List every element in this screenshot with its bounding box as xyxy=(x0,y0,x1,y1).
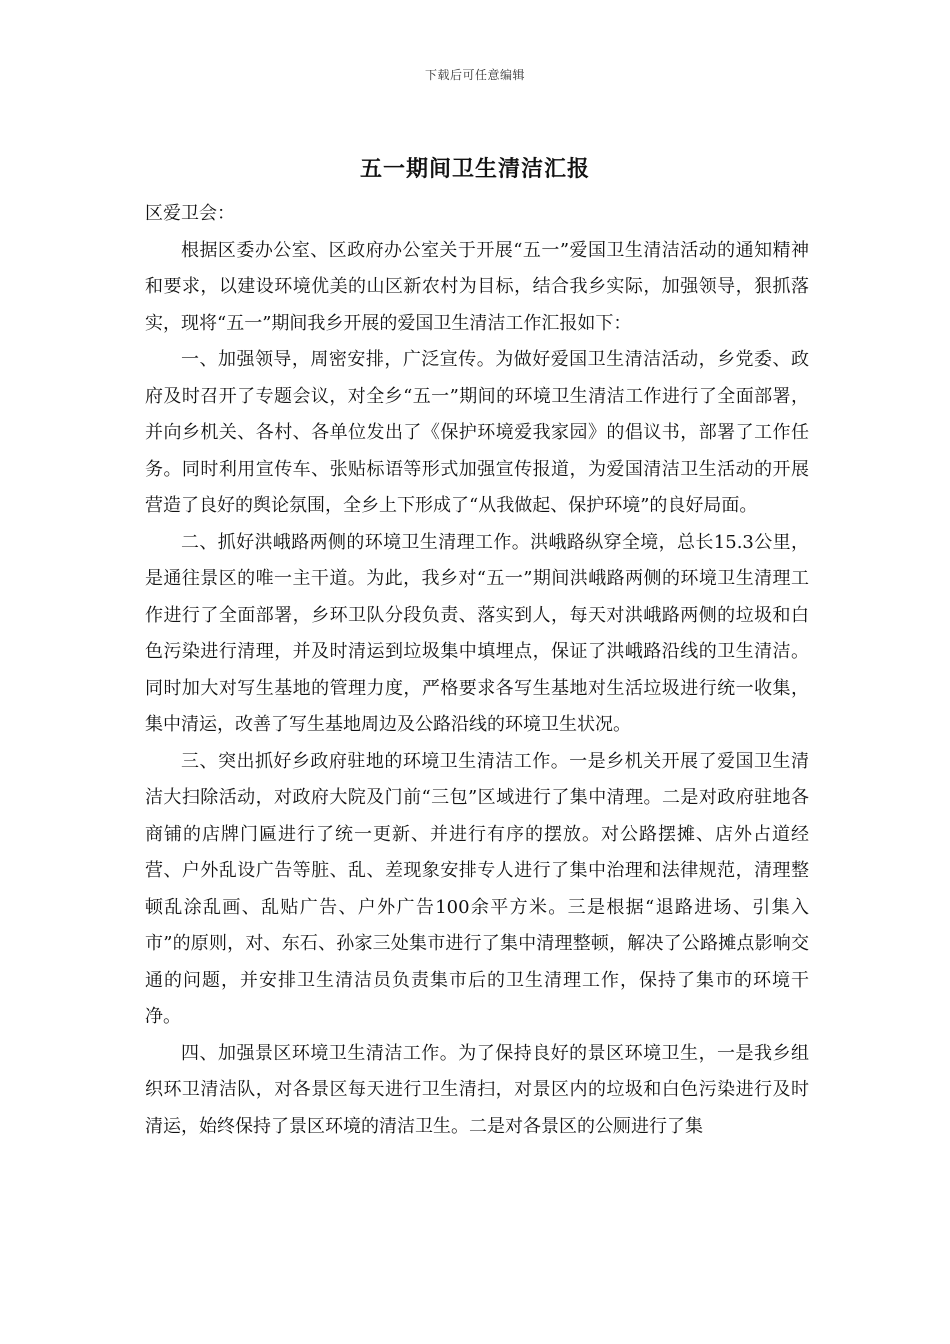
paragraph-intro: 根据区委办公室、区政府办公室关于开展“五一”爱国卫生清洁活动的通知精神和要求，以建设环境优美的山区新农村为目标，结合我乡实际，加强领导，狠抓落实，现将“五一”期间我乡开展的爱国卫生清洁工作汇报如下： xyxy=(145,239,809,334)
paragraph-section-1: 一、加强领导，周密安排，广泛宣传。为做好爱国卫生清洁活动，乡党委、政府及时召开了专题会议，对全乡“五一”期间的环境卫生清洁工作进行了全面部署，并向乡机关、各村、各单位发出了《保护环境爱我家园》的倡议书，部署了工作任务。同时利用宣传车、张贴标语等形式加强宣传报道，为爱国清洁卫生活动的开展营造了良好的舆论氛围，全乡上下形成了“从我做起、保护环境”的良好局面。 xyxy=(145,349,809,516)
paragraph-section-2: 二、抓好洪峨路两侧的环境卫生清理工作。洪峨路纵穿全境，总长15.3公里，是通往景区的唯一主干道。为此，我乡对“五一”期间洪峨路两侧的环境卫生清理工作进行了全面部署，乡环卫队分段负责、落实到人，每天对洪峨路两侧的垃圾和白色污染进行清理，并及时清运到垃圾集中填埋点，保证了洪峨路沿线的卫生清洁。同时加大对写生基地的管理力度，严格要求各写生基地对生活垃圾进行统一收集，集中清运，改善了写生基地周边及公路沿线的环境卫生状况。 xyxy=(145,531,809,735)
paragraph-section-3: 三、突出抓好乡政府驻地的环境卫生清洁工作。一是乡机关开展了爱国卫生清洁大扫除活动，对政府大院及门前“三包”区域进行了集中清理。二是对政府驻地各商铺的店牌门匾进行了统一更新、并进行有序的摆放。对公路摆摊、店外占道经营、户外乱设广告等脏、乱、差现象安排专人进行了集中治理和法律规范，清理整顿乱涂乱画、乱贴广告、户外广告100余平方米。三是根据“退路进场、引集入市”的原则，对、东石、孙家三处集市进行了集中清理整顿，解决了公路摊点影响交通的问题，并安排卫生清洁员负责集市后的卫生清理工作，保持了集市的环境干净。 xyxy=(145,750,809,1027)
document-body xyxy=(145,196,809,1145)
salutation: 区爱卫会： xyxy=(145,203,235,224)
document-title: 五一期间卫生清洁汇报 xyxy=(359,156,590,182)
header-note: 下载后可任意编辑 xyxy=(424,68,525,82)
paragraph-section-4: 四、加强景区环境卫生清洁工作。为了保持良好的景区环境卫生，一是我乡组织环卫清洁队，对各景区每天进行卫生清扫，对景区内的垃圾和白色污染进行及时清运，始终保持了景区环境的清洁卫生。二是对各景区的公厕进行了集 xyxy=(145,1042,809,1137)
